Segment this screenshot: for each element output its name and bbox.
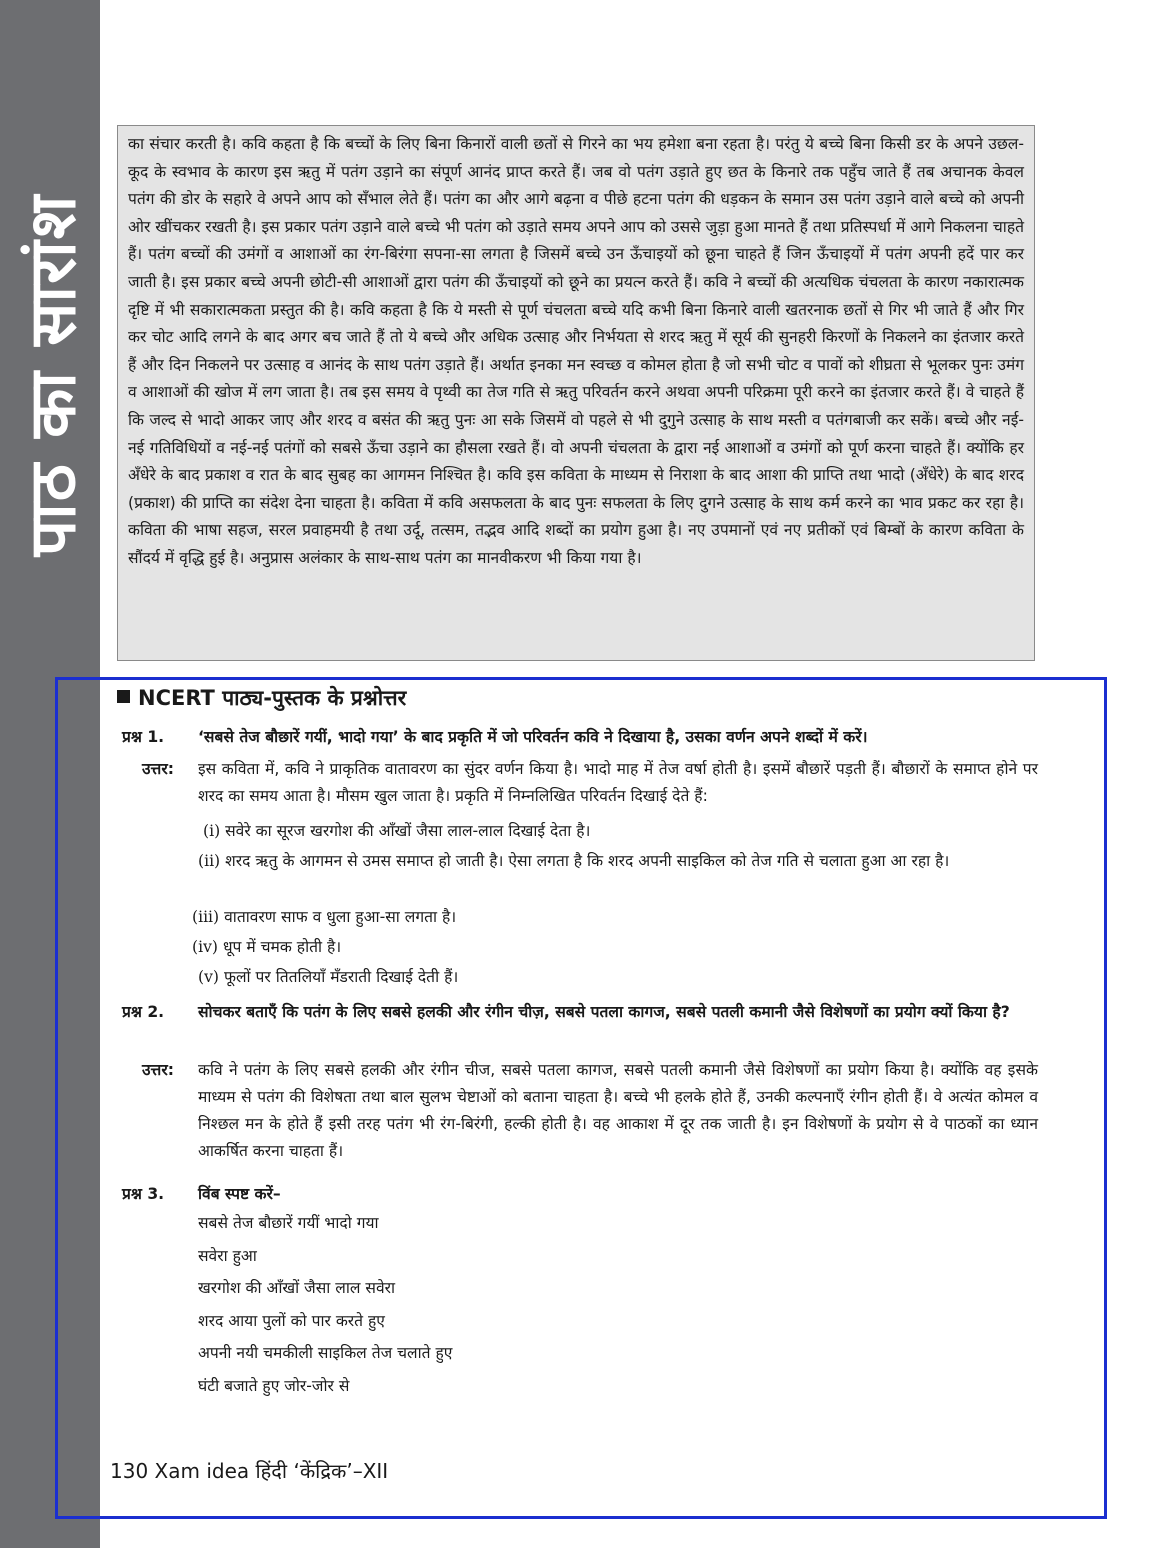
item-number: (v) bbox=[198, 968, 219, 986]
answer-text: इस कविता में, कवि ने प्राकृतिक वातावरण का सुंदर वर्णन किया है। भादो माह में तेज वर्षा होती है। इसमें बौछारें पड़ती हैं। बौछारों के समाप्त होने पर शरद का समय आता है। मौसम खुल जाता है। प्रकृति में निम्नलिखित परिवर्तन दिखाई देते हैं: bbox=[198, 760, 1038, 805]
answer-label: उत्तर: bbox=[142, 760, 174, 778]
poem-line: शरद आया पुलों को पार करते हुए bbox=[198, 1311, 385, 1330]
answer-label: उत्तर: bbox=[142, 1061, 174, 1079]
side-title: पाठ का सारांश bbox=[16, 193, 91, 557]
question-2 bbox=[122, 997, 1038, 1028]
item-number: (i) bbox=[203, 822, 221, 840]
list-item bbox=[198, 964, 1043, 991]
question-3 bbox=[122, 1179, 1038, 1210]
page-footer: 130 Xam idea हिंदी ‘केंद्रिक’–XII bbox=[110, 1459, 389, 1483]
question-text: सोचकर बताएँ कि पतंग के लिए सबसे हलकी और रंगीन चीज़, सबसे पतला कागज, सबसे पतली कमानी जैसे विशेषणों का प्रयोग क्यों किया है? bbox=[198, 1003, 1010, 1021]
item-number: (iii) bbox=[192, 908, 220, 926]
question-text: ‘सबसे तेज बौछारें गयीं, भादो गया’ के बाद प्रकृति में जो परिवर्तन कवि ने दिखाया है, उसका वर्णन अपने शब्दों में करें। bbox=[198, 728, 868, 746]
poem-line: अपनी नयी चमकीली साइकिल तेज चलाते हुए bbox=[198, 1344, 453, 1363]
square-bullet-icon bbox=[117, 690, 130, 703]
list-item bbox=[192, 904, 1037, 931]
poem-line: घंटी बजाते हुए जोर-जोर से bbox=[198, 1376, 350, 1395]
list-item bbox=[198, 848, 1038, 875]
question-1 bbox=[122, 722, 1038, 753]
poem-line: सवेरा हुआ bbox=[198, 1246, 257, 1265]
poem-line: सबसे तेज बौछारें गयीं भादो गया bbox=[198, 1214, 379, 1232]
list-item bbox=[192, 934, 1037, 961]
section-heading-text: NCERT पाठ्य-पुस्तक के प्रश्नोत्तर bbox=[138, 686, 407, 710]
poem-lines bbox=[198, 1207, 452, 1403]
question-label: प्रश्न 1. bbox=[122, 728, 165, 746]
summary-text: का संचार करती है। कवि कहता है कि बच्चों के लिए बिना किनारों वाली छतों से गिरने का भय हमेशा बना रहता है। परंतु ये बच्चे बिना किसी डर के अपने उछल-कूद के स्वभाव के कारण इस ऋतु में पतंग उड़ाने का संपूर्ण आनंद प्राप्त करते हैं। जब वो पतंग उड़ाते हुए छत के किनारे तक पहुँच जाते हैं तब अचानक केवल पतंग की डोर के सहारे वे अपने आप को सँभाल लेते हैं। पतंग का और आगे बढ़ना व पीछे हटना पतंग की धड़कन के समान उस पतंग उड़ाने वाले बच्चे को अपनी ओर खींचकर रखती है। इस प्रकार पतंग उड़ाने वाले बच्चे भी पतंग को उड़ाते समय अपने आप को उससे जुड़ा हुआ मानते हैं तथा प्रतिस्पर्धा में आगे निकलना चाहते हैं। पतंग बच्चों की उमंगों व आशाओं का रंग-बिरंगा सपना-सा लगता है जिसमें बच्चे उन ऊँचाइयों को छूना चाहते हैं जिन ऊँचाइयों में पतंग अपनी हदें पार कर जाती है। इस प्रकार बच्चे अपनी छोटी-सी आशाओं द्वारा पतंग की ऊँचाइयों को छूने का प्रयत्न करते हैं। कवि ने बच्चों की अत्यधिक चंचलता के कारण नकारात्मक दृष्टि में भी सकारात्मकता प्रस्तुत की है। कवि कहता है कि ये मस्ती से पूर्ण चंचलता बच्चे यदि कभी बिना किनारे वाली खतरनाक छतों से गिर भी जाते हैं और गिर कर चोट आदि लगने के बाद अगर बच जाते हैं तो ये बच्चे और अधिक उत्साह और निर्भयता से शरद ऋतु में सूर्य की सुनहरी किरणों के निकलने का इंतजार करते हैं और दिन निकलने पर उत्साह व आनंद के साथ पतंग उड़ाते हैं। अर्थात इनका मन स्वच्छ व कोमल होता है जो सभी चोट व पावों को शीघ्रता से भूलकर पुनः उमंग व आशाओं की खोज में लग जाता है। तब इस समय वे पृथ्वी का तेज गति से ऋतु परिवर्तन करने अथवा अपनी परिक्रमा पूरी करने का इंतजार करते हैं। वे चाहते हैं कि जल्द से भादो आकर जाए और शरद व बसंत की ऋतु पुनः आ सके जिसमें वो पहले से भी दुगुने उत्साह के साथ मस्ती व पतंगबाजी कर सकें। बच्चे और नई-नई गतिविधियों व नई-नई पतंगों को सबसे ऊँचा उड़ाने का हौसला रखते हैं। वो अपनी चंचलता के द्वारा नई आशाओं व उमंगों को पूर्ण करना चाहते हैं। क्योंकि हर अँधेरे के बाद प्रकाश व रात के बाद सुबह का आगमन निश्चित है। कवि इस कविता के माध्यम से निराशा के बाद आशा की प्राप्ति तथा भादो (अँधेरे) के बाद शरद (प्रकाश) की प्राप्ति का संदेश देना चाहता है। कविता में कवि असफलता के बाद पुनः सफलता के लिए दुगने उत्साह के साथ कर्म करने का भाव प्रकट कर रहा है। कविता की भाषा सहज, सरल प्रवाहमयी है तथा उर्दू, तत्सम, तद्भव आदि शब्दों का प्रयोग हुआ है। नए उपमानों एवं नए प्रतीकों एवं बिम्बों के कारण कविता के सौंदर्य में वृद्धि हुई है। अनुप्रास अलंकार के साथ-साथ पतंग का मानवीकरण भी किया गया है। bbox=[128, 135, 1024, 567]
item-text: धूप में चमक होती है। bbox=[222, 938, 342, 956]
item-text: शरद ऋतु के आगमन से उमस समाप्त हो जाती है। ऐसा लगता है कि शरद अपनी साइकिल को तेज गति से चलाता हुआ आ रहा है। bbox=[225, 852, 950, 870]
summary-box bbox=[117, 125, 1035, 661]
poem-line: खरगोश की आँखों जैसा लाल सवेरा bbox=[198, 1279, 396, 1298]
item-text: सवेरे का सूरज खरगोश की आँखों जैसा लाल-लाल दिखाई देता है। bbox=[225, 822, 591, 840]
answer-text: कवि ने पतंग के लिए सबसे हलकी और रंगीन चीज, सबसे पतला कागज, सबसे पतली कमानी जैसे विशेषणों का प्रयोग किया है। क्योंकि वह इसके माध्यम से पतंग की विशेषता तथा बाल सुलभ चेष्टाओं को बताना चाहता है। बच्चे भी हलके होते हैं, उनकी कल्पनाएँ रंगीन होती हैं। वे अत्यंत कोमल व निश्छल मन के होते हैं इसी तरह पतंग भी रंग-बिरंगी, हल्की होती है। वह आकाश में दूर तक जाती है। इन विशेषणों के प्रयोग से वे पाठकों का ध्यान आकर्षित करना चाहता हैं। bbox=[198, 1061, 1038, 1160]
list-item bbox=[203, 818, 1048, 845]
answer-1 bbox=[142, 756, 1038, 810]
question-label: प्रश्न 2. bbox=[122, 1003, 165, 1021]
question-label: प्रश्न 3. bbox=[122, 1185, 165, 1203]
question-text: विंब स्पष्ट करें– bbox=[198, 1185, 281, 1203]
answer-2 bbox=[142, 1057, 1038, 1165]
item-text: वातावरण साफ व धुला हुआ-सा लगता है। bbox=[224, 908, 457, 926]
item-number: (ii) bbox=[198, 852, 221, 870]
item-text: फूलों पर तितलियाँ मँडराती दिखाई देती हैं। bbox=[223, 968, 459, 986]
item-number: (iv) bbox=[192, 938, 218, 956]
section-heading bbox=[117, 684, 406, 712]
